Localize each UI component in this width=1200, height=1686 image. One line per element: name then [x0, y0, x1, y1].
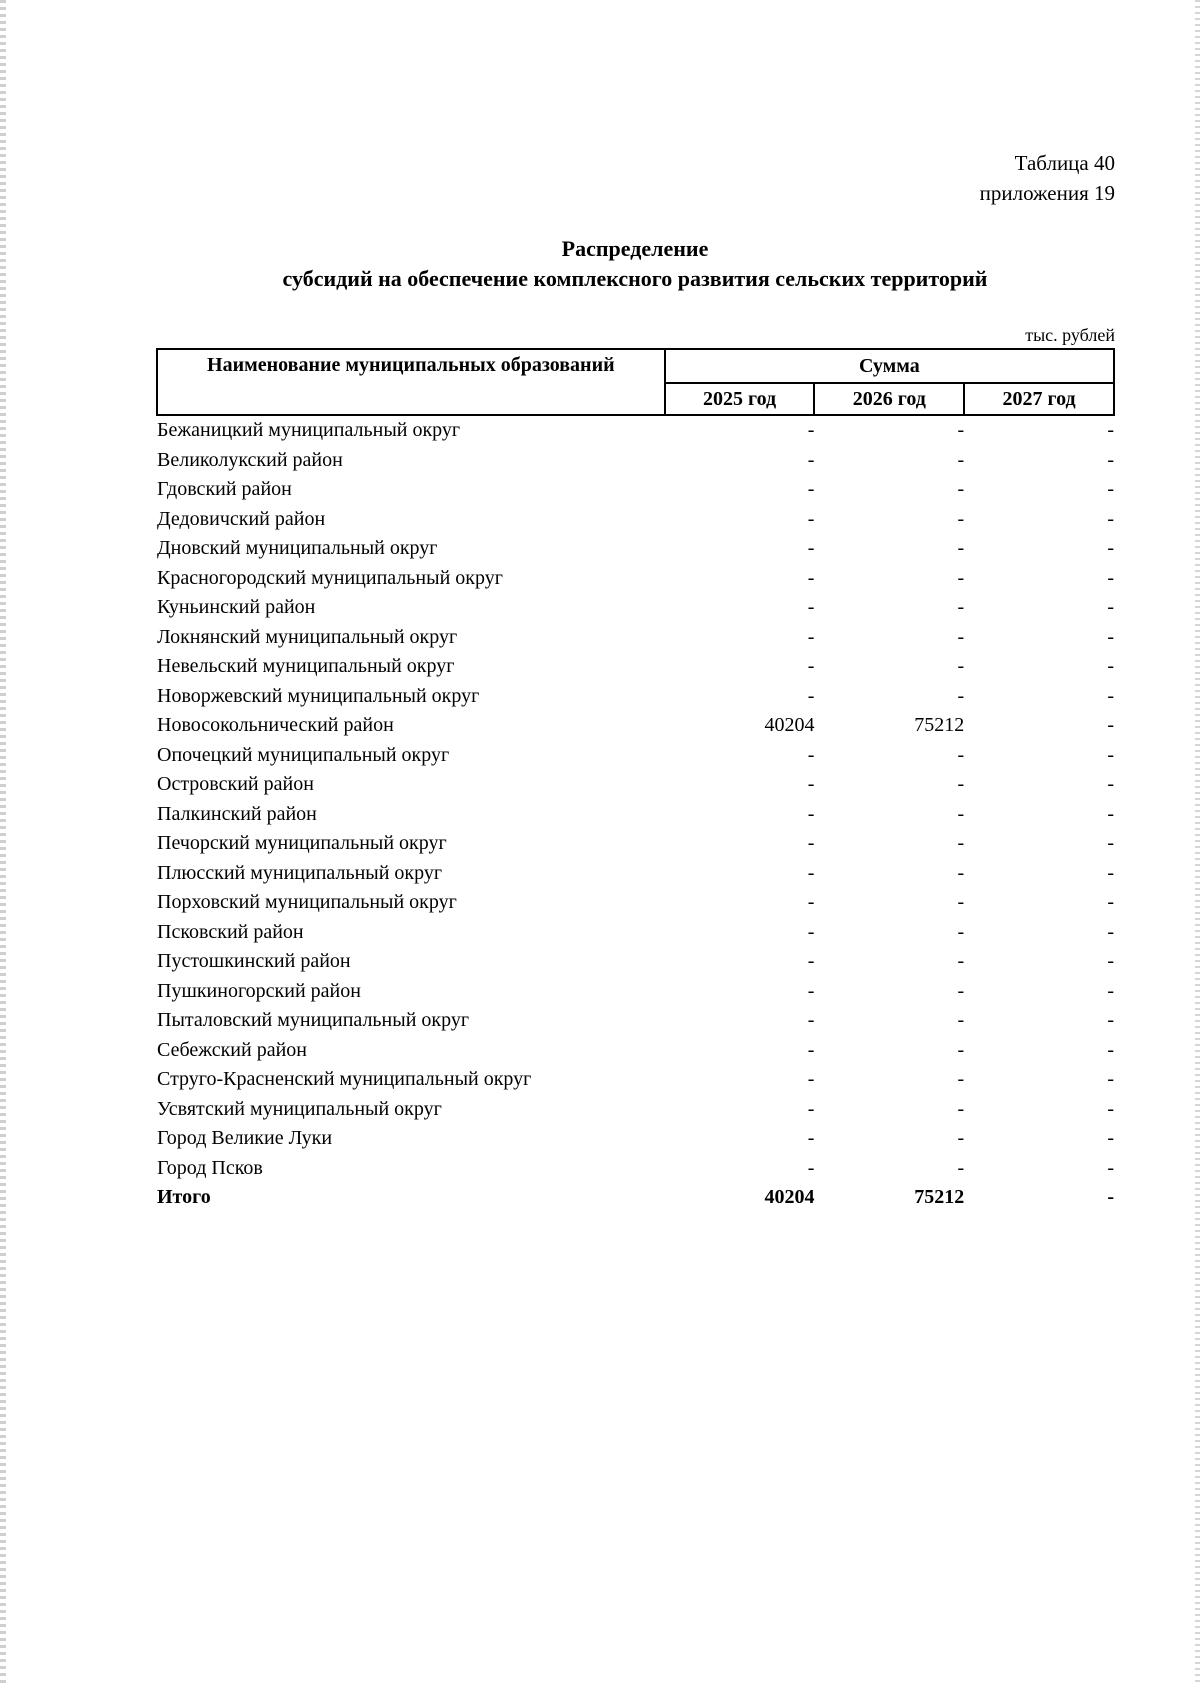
value-2026: -: [957, 773, 965, 795]
value-2025: -: [807, 950, 815, 972]
value-2026: -: [957, 1068, 965, 1090]
value-2026: -: [957, 448, 965, 471]
value-2025: -: [807, 743, 815, 766]
municipality-name: Себежский район: [157, 1038, 307, 1061]
value-2025: -: [807, 507, 815, 530]
municipality-name: Невельский муниципальный округ: [157, 655, 455, 677]
municipality-name: Новоржевский муниципальный округ: [157, 684, 480, 707]
value-2027: -: [1107, 1038, 1114, 1061]
municipality-name: Плюсский муниципальный округ: [157, 861, 443, 884]
municipality-name: Струго-Красненский муниципальный округ: [157, 1068, 532, 1090]
value-2026: -: [957, 1127, 965, 1149]
value-2027: -: [1107, 802, 1114, 825]
value-2027: -: [1107, 979, 1114, 1002]
municipality-name: Пыталовский муниципальный округ: [157, 1009, 470, 1031]
municipality-name: Бежаницкий муниципальный округ: [157, 419, 461, 441]
table-row: [157, 829, 1114, 859]
municipality-name: Город Псков: [157, 1156, 263, 1179]
table-row: [157, 1006, 1114, 1036]
value-2025: -: [807, 596, 815, 618]
municipality-name: Псковский район: [157, 920, 304, 943]
header-year-2026: 2026 год: [814, 383, 964, 415]
total-value-2027: -: [1107, 1186, 1114, 1208]
municipality-name: Великолукский район: [157, 448, 343, 471]
value-2027: -: [1107, 1156, 1114, 1179]
value-2026: -: [957, 832, 965, 854]
table-row: [157, 1124, 1114, 1154]
value-2027: -: [1107, 478, 1114, 500]
value-2026: -: [957, 419, 965, 441]
table-row: [157, 711, 1114, 741]
value-2026: -: [957, 1009, 965, 1031]
value-2026: -: [957, 891, 965, 913]
table-row: [157, 682, 1114, 712]
municipality-name: Дновский муниципальный округ: [157, 537, 438, 559]
value-2027: -: [1107, 950, 1114, 972]
table-row: [157, 564, 1114, 594]
table-row: [157, 859, 1114, 889]
value-2027: -: [1107, 507, 1114, 530]
value-2027: -: [1107, 655, 1114, 677]
municipality-name: Островский район: [157, 773, 314, 795]
value-2027: -: [1107, 1009, 1114, 1031]
table-row: [157, 534, 1114, 564]
header-year-2027: 2027 год: [964, 383, 1114, 415]
value-2027: -: [1107, 861, 1114, 884]
value-2027: -: [1107, 537, 1114, 559]
value-2025: -: [807, 861, 815, 884]
value-2026: -: [957, 802, 965, 825]
subsidy-distribution-table: [156, 348, 1115, 1213]
units-label: тыс. рублей: [1025, 325, 1115, 345]
value-2026: -: [957, 1038, 965, 1061]
value-2025: -: [807, 773, 815, 795]
table-row: [157, 475, 1114, 505]
table-row: [157, 800, 1114, 830]
table-row: [157, 652, 1114, 682]
total-value-2026: 75212: [914, 1186, 965, 1208]
value-2025: -: [807, 566, 815, 589]
municipality-name: Новосокольнический район: [157, 714, 394, 736]
total-value-2025: 40204: [764, 1186, 815, 1208]
value-2027: -: [1107, 832, 1114, 854]
table-row: [157, 741, 1114, 771]
municipality-name: Гдовский район: [157, 478, 292, 500]
table-row: [157, 1065, 1114, 1095]
value-2027: -: [1107, 566, 1114, 589]
appendix-number: приложения 19: [979, 181, 1115, 205]
total-label: Итого: [157, 1186, 211, 1208]
value-2025: -: [807, 448, 815, 471]
value-2025: 40204: [764, 714, 815, 736]
table-row: [157, 888, 1114, 918]
value-2026: -: [957, 478, 965, 500]
value-2025: -: [807, 655, 815, 677]
value-2027: -: [1107, 714, 1114, 736]
value-2025: -: [807, 1009, 815, 1031]
value-2025: -: [807, 684, 815, 707]
document-title: [0, 234, 1200, 294]
table-row: [157, 415, 1114, 446]
value-2025: -: [807, 1097, 815, 1120]
municipality-name: Усвятский муниципальный округ: [157, 1097, 442, 1120]
value-2026: -: [957, 743, 965, 766]
table-row: [157, 1095, 1114, 1125]
municipality-name: Пустошкинский район: [157, 950, 351, 972]
table-row: [157, 505, 1114, 535]
table-row: [157, 593, 1114, 623]
municipality-name: Куньинский район: [157, 596, 316, 618]
value-2025: -: [807, 802, 815, 825]
value-2026: 75212: [914, 714, 965, 736]
table-row: [157, 446, 1114, 476]
value-2025: -: [807, 625, 815, 648]
table-number: Таблица 40: [1014, 151, 1115, 175]
value-2025: -: [807, 832, 815, 854]
value-2027: -: [1107, 920, 1114, 943]
value-2027: -: [1107, 773, 1114, 795]
municipality-name: Локнянский муниципальный округ: [157, 625, 458, 648]
value-2027: -: [1107, 419, 1114, 441]
value-2025: -: [807, 979, 815, 1002]
municipality-name: Красногородский муниципальный округ: [157, 566, 503, 589]
municipality-name: Опочецкий муниципальный округ: [157, 743, 450, 766]
municipality-name: Город Великие Луки: [157, 1127, 333, 1149]
value-2025: -: [807, 537, 815, 559]
value-2027: -: [1107, 891, 1114, 913]
value-2025: -: [807, 891, 815, 913]
value-2025: -: [807, 920, 815, 943]
value-2026: -: [957, 507, 965, 530]
value-2025: -: [807, 419, 815, 441]
value-2027: -: [1107, 1127, 1114, 1149]
value-2027: -: [1107, 1097, 1114, 1120]
title-line-1: Распределение: [561, 236, 709, 261]
total-row: [157, 1183, 1114, 1213]
value-2026: -: [957, 566, 965, 589]
value-2027: -: [1107, 448, 1114, 471]
value-2025: -: [807, 1127, 815, 1149]
value-2025: -: [807, 1156, 815, 1179]
municipality-name: Палкинский район: [157, 802, 317, 825]
value-2026: -: [957, 1097, 965, 1120]
value-2026: -: [957, 625, 965, 648]
value-2026: -: [957, 537, 965, 559]
value-2026: -: [957, 1156, 965, 1179]
municipality-name: Пушкиногорский район: [157, 979, 361, 1002]
table-row: [157, 918, 1114, 948]
value-2026: -: [957, 655, 965, 677]
municipality-name: Печорский муниципальный округ: [157, 832, 447, 854]
table-row: [157, 623, 1114, 653]
value-2026: -: [957, 596, 965, 618]
table-row: [157, 977, 1114, 1007]
value-2026: -: [957, 920, 965, 943]
table-header: [157, 349, 1114, 415]
header-sum: Сумма: [665, 349, 1114, 383]
value-2027: -: [1107, 1068, 1114, 1090]
table-row: [157, 1154, 1114, 1184]
value-2026: -: [957, 950, 965, 972]
table-reference: [980, 148, 1115, 208]
value-2025: -: [807, 1068, 815, 1090]
table-body: [157, 415, 1114, 1213]
value-2026: -: [957, 684, 965, 707]
table-row: [157, 947, 1114, 977]
value-2027: -: [1107, 743, 1114, 766]
value-2026: -: [957, 979, 965, 1002]
header-municipality: Наименование муниципальных образований: [157, 349, 665, 415]
value-2026: -: [957, 861, 965, 884]
value-2027: -: [1107, 625, 1114, 648]
table-row: [157, 1036, 1114, 1066]
value-2027: -: [1107, 596, 1114, 618]
value-2027: -: [1107, 684, 1114, 707]
value-2025: -: [807, 478, 815, 500]
title-line-2: субсидий на обеспечение комплексного развития сельских территорий: [282, 266, 988, 291]
municipality-name: Дедовичский район: [157, 507, 326, 530]
header-year-2025: 2025 год: [665, 383, 815, 415]
table-row: [157, 770, 1114, 800]
value-2025: -: [807, 1038, 815, 1061]
municipality-name: Порховский муниципальный округ: [157, 891, 457, 913]
